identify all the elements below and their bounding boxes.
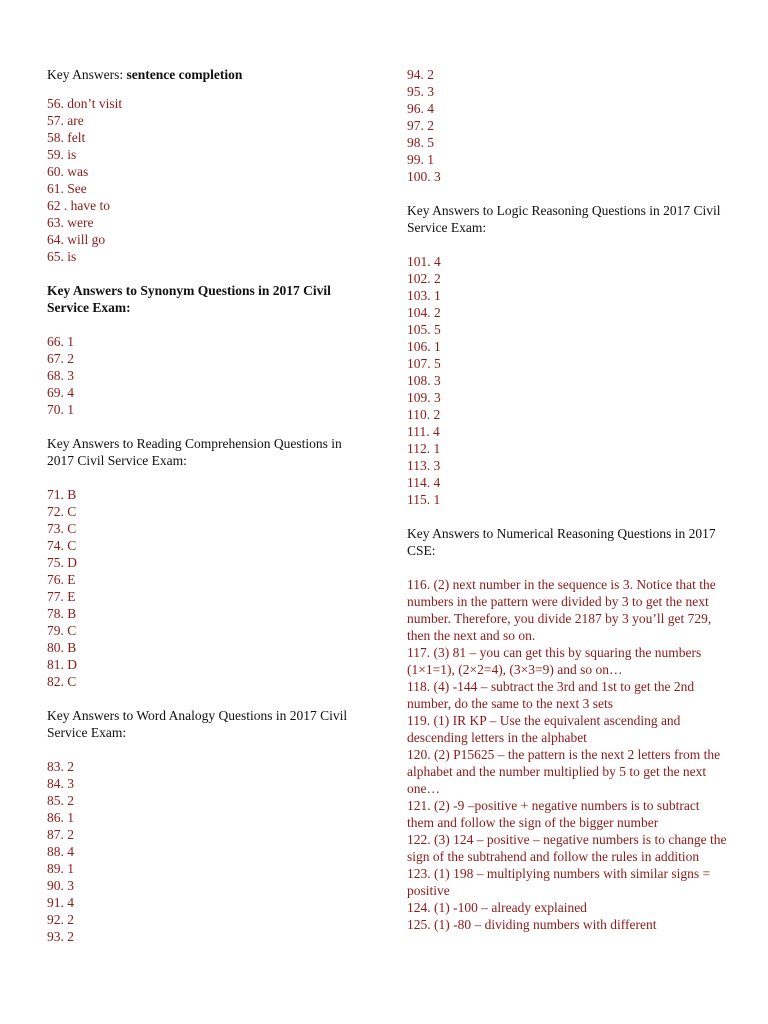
answer-item: 76. E (47, 572, 76, 587)
answer-item: 117. (3) 81 – you can get this by squaring the numbers (1×1=1), (2×2=4), (3×3=9) and so on… (407, 645, 702, 677)
logic-answers (407, 253, 727, 508)
answer-item: 59. is (47, 147, 77, 162)
answer-item: 57. are (47, 113, 84, 128)
synonym-heading: Key Answers to Synonym Questions in 2017 Civil Service Exam: (47, 283, 331, 315)
answer-item: 98. 5 (407, 135, 434, 150)
answer-item: 86. 1 (47, 810, 74, 825)
answer-item: 106. 1 (407, 339, 441, 354)
sentence-completion-heading (47, 66, 367, 83)
answer-item: 107. 5 (407, 356, 441, 371)
answer-item: 61. See (47, 181, 87, 196)
analogy-answers (47, 758, 367, 945)
answer-item: 110. 2 (407, 407, 441, 422)
answer-item: 74. C (47, 538, 77, 553)
answer-item: 102. 2 (407, 271, 441, 286)
answer-item: 101. 4 (407, 254, 441, 269)
logic-heading: Key Answers to Logic Reasoning Questions in 2017 Civil Service Exam: (407, 203, 721, 235)
answer-item: 65. is (47, 249, 77, 264)
left-column (47, 66, 367, 945)
answer-item: 114. 4 (407, 475, 441, 490)
answer-item: 73. C (47, 521, 77, 536)
analogy-answers-continued (407, 66, 727, 185)
answer-item: 92. 2 (47, 912, 74, 927)
answer-item: 62 . have to (47, 198, 110, 213)
answer-item: 123. (1) 198 – multiplying numbers with similar signs = positive (407, 866, 711, 898)
answer-item: 94. 2 (407, 67, 434, 82)
answer-item: 121. (2) -9 –positive + negative numbers is to subtract them and follow the sign of the bigger number (407, 798, 700, 830)
answer-item: 75. D (47, 555, 77, 570)
answer-item: 119. (1) IR KP – Use the equivalent ascending and descending letters in the alphabet (407, 713, 681, 745)
answer-item: 56. don’t visit (47, 96, 123, 111)
answer-item: 89. 1 (47, 861, 74, 876)
answer-item: 82. C (47, 674, 77, 689)
answer-item: 88. 4 (47, 844, 74, 859)
heading-label-bold: sentence completion (126, 67, 243, 82)
answer-item: 122. (3) 124 – positive – negative numbers is to change the sign of the subtrahend and follow the rules in addition (407, 832, 727, 864)
answer-item: 105. 5 (407, 322, 441, 337)
answer-item: 116. (2) next number in the sequence is 3. Notice that the numbers in the pattern were divided by 3 to get the next number. Therefore, you divide 2187 by 3 you’ll get 729, then the next and so on. (407, 577, 716, 643)
answer-item: 95. 3 (407, 84, 434, 99)
answer-item: 104. 2 (407, 305, 441, 320)
answer-item: 71. B (47, 487, 77, 502)
numerical-heading: Key Answers to Numerical Reasoning Questions in 2017 CSE: (407, 526, 716, 558)
reading-answers (47, 486, 367, 690)
answer-item: 125. (1) -80 – dividing numbers with different (407, 917, 657, 932)
answer-item: 118. (4) -144 – subtract the 3rd and 1st to get the 2nd number, do the same to the next 3 sets (407, 679, 695, 711)
answer-item: 67. 2 (47, 351, 74, 366)
answer-item: 120. (2) P15625 – the pattern is the next 2 letters from the alphabet and the number multiplied by 5 to get the next one… (407, 747, 721, 796)
answer-item: 96. 4 (407, 101, 434, 116)
reading-heading: Key Answers to Reading Comprehension Questions in 2017 Civil Service Exam: (47, 436, 342, 468)
answer-item: 90. 3 (47, 878, 74, 893)
answer-item: 103. 1 (407, 288, 441, 303)
answer-item: 111. 4 (407, 424, 440, 439)
answer-item: 70. 1 (47, 402, 74, 417)
answer-item: 83. 2 (47, 759, 74, 774)
answer-item: 80. B (47, 640, 77, 655)
answer-item: 91. 4 (47, 895, 74, 910)
right-column (407, 66, 727, 933)
answer-item: 100. 3 (407, 169, 441, 184)
answer-item: 64. will go (47, 232, 106, 247)
answer-item: 85. 2 (47, 793, 74, 808)
answer-item: 97. 2 (407, 118, 434, 133)
answer-item: 112. 1 (407, 441, 441, 456)
answer-item: 124. (1) -100 – already explained (407, 900, 587, 915)
answer-item: 93. 2 (47, 929, 74, 944)
answer-item: 58. felt (47, 130, 86, 145)
answer-item: 78. B (47, 606, 77, 621)
answer-item: 60. was (47, 164, 89, 179)
sentence-completion-answers (47, 95, 367, 265)
answer-item: 79. C (47, 623, 77, 638)
answer-item: 63. were (47, 215, 94, 230)
answer-item: 108. 3 (407, 373, 441, 388)
answer-item: 68. 3 (47, 368, 74, 383)
synonym-answers (47, 333, 367, 418)
answer-item: 69. 4 (47, 385, 74, 400)
answer-item: 84. 3 (47, 776, 74, 791)
answer-item: 115. 1 (407, 492, 441, 507)
answer-item: 99. 1 (407, 152, 434, 167)
heading-label: Key Answers: (47, 67, 127, 82)
numerical-answers (407, 576, 727, 933)
answer-item: 77. E (47, 589, 76, 604)
answer-item: 66. 1 (47, 334, 74, 349)
answer-item: 87. 2 (47, 827, 74, 842)
answer-item: 72. C (47, 504, 77, 519)
answer-item: 81. D (47, 657, 77, 672)
answer-item: 113. 3 (407, 458, 441, 473)
answer-item: 109. 3 (407, 390, 441, 405)
analogy-heading: Key Answers to Word Analogy Questions in 2017 Civil Service Exam: (47, 708, 348, 740)
